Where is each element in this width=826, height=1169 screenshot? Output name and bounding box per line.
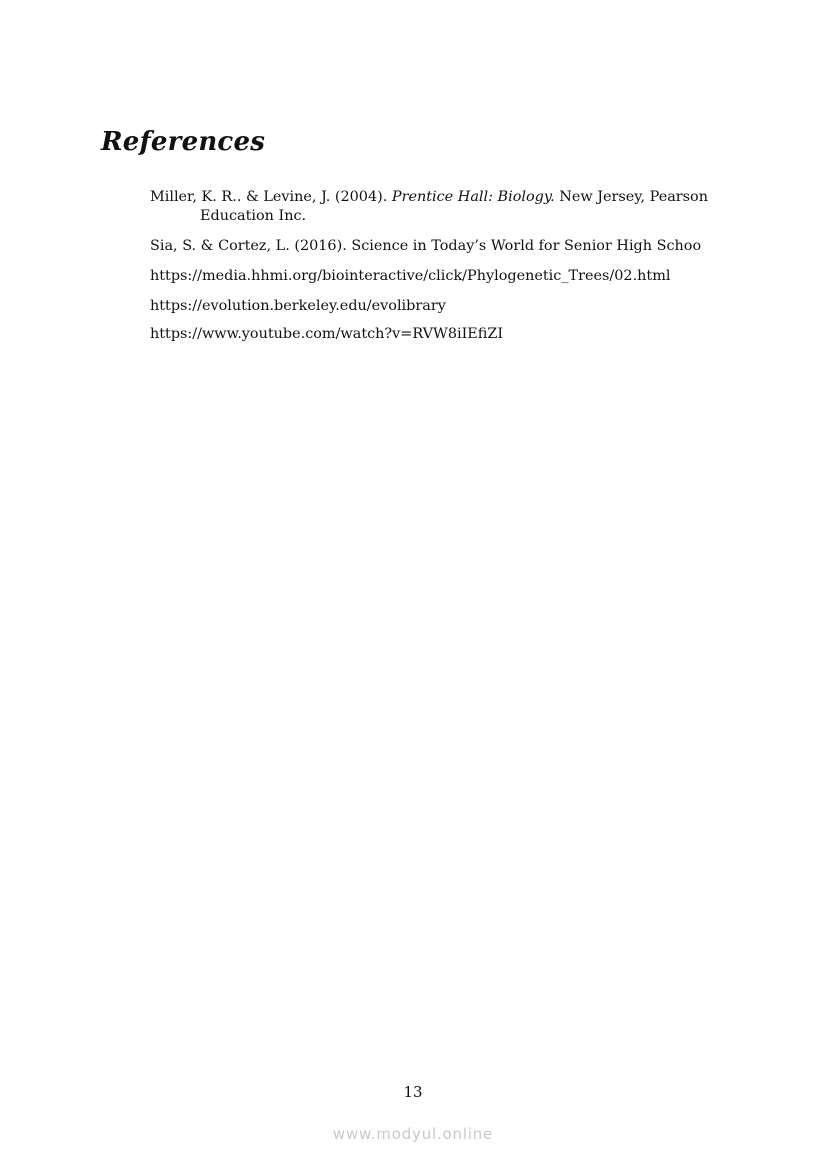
page-number: 13 <box>403 1083 423 1101</box>
reference-link-hhmi[interactable]: https://media.hhmi.org/biointeractive/click/Phylogenetic_Trees/02.html <box>150 268 671 284</box>
reference-miller-levine <box>150 188 730 226</box>
reference-book-title: Prentice Hall: Biology. <box>391 189 555 205</box>
reference-authors-year: Miller, K. R.. & Levine, J. (2004). <box>150 189 392 205</box>
reference-publisher: New Jersey, Pearson Education Inc. <box>200 189 708 224</box>
watermark-text: www.modyul.online <box>332 1125 494 1143</box>
reference-link-youtube[interactable]: https://www.youtube.com/watch?v=RVW8iIEfiZI <box>150 326 504 342</box>
reference-link-berkeley[interactable]: https://evolution.berkeley.edu/evolibrary <box>150 298 446 314</box>
reference-sia-cortez: Sia, S. & Cortez, L. (2016). Science in Today’s World for Senior High Schoo <box>150 238 702 254</box>
references-heading: References <box>101 127 266 157</box>
references-list <box>150 188 730 355</box>
